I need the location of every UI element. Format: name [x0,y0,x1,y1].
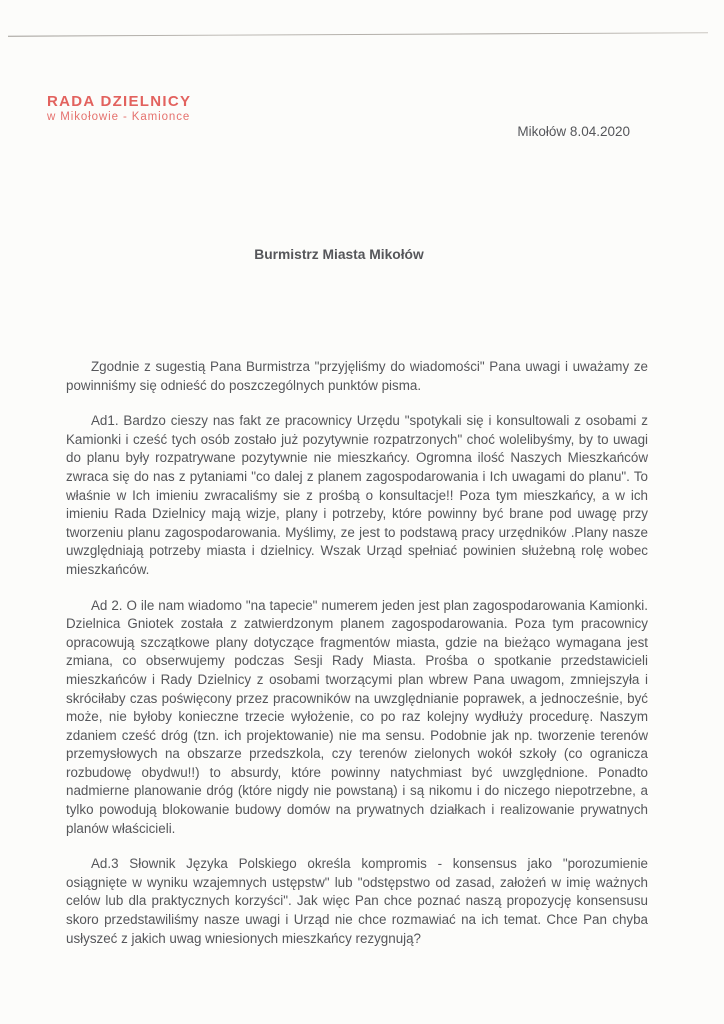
org-name: RADA DZIELNICY [47,93,192,110]
letter-body [66,358,648,965]
letterhead-stamp [47,94,191,123]
org-subtitle: w Mikołowie - Kamionce [47,111,191,123]
paragraph-ad1: Ad1. Bardzo cieszy nas fakt ze pracownicy Urzędu "spotykali się i konsultowali z osobami z Kamionki i cześć tych osób zostało już pozytywnie rozpatrzonych" choć wolelibyśmy, by to uwagi do planu były rozpatrywane pozytywnie nie mieszkańcy. Ogromna ilość Naszych Mieszkańców zwraca się do nas z pytaniami "co dalej z planem zagospodarowania i Ich uwagami do planu". To właśnie w Ich imieniu zwracaliśmy sie z prośbą o konsultacje!! Poza tym mieszkańcy, a w ich imieniu Rada Dzielnicy mają wizje, plany i potrzeby, które powinny być brane pod uwagę przy tworzeniu planu zagospodarowania. Myślimy, ze jest to podstawą pracy urzędników .Plany nasze uwzględniają potrzeby miasta i dzielnicy. Wszak Urząd spełniać powinien służebną rolę wobec mieszkańców. [66,413,648,577]
paragraph-ad3: Ad.3 Słownik Języka Polskiego określa kompromis - konsensus jako "porozumienie osiągnięte w wyniku wzajemnych ustępstw" lub "odstępstwo od zasad, założeń w imię ważnych celów lub dla praktycznych korzyści". Jak więc Pan chce poznać naszą propozycję konsensusu skoro przedstawiliśmy nasze uwagi i Urząd nie chce rozmawiać na ich temat. Chce Pan chyba usłyszeć z jakich uwag wniesionych mieszkańcy rezygnują? [66,856,648,946]
paragraph-intro: Zgodnie z sugestią Pana Burmistrza "przyjęliśmy do wiadomości" Pana uwagi i uważamy ze powinniśmy się odnieść do poszczególnych punktów pisma. [66,359,648,393]
scan-artifact-line [8,32,708,37]
paragraph-ad2: Ad 2. O ile nam wiadomo "na tapecie" numerem jeden jest plan zagospodarowania Kamionki. Dzielnica Gniotek została z zatwierdzonym planem zagospodarowania. Poza tym pracownicy opracowują szczątkowe plany dotyczące fragmentów miasta, gdzie na bieżąco wymagana jest zmiana, co obserwujemy podczas Sesji Rady Miasta. Prośba o spotkanie przedstawicieli mieszkańców i Rady Dzielnicy z osobami tworzącymi plan wbrew Pana uwagom, zmniejszyła i skróciłaby czas poświęcony przez pracowników na uwzględnianie poprawek, a jednocześnie, być może, nie byłoby konieczne trzecie wyłożenie, co po raz kolejny wydłuży procedurę. Naszym zdaniem cześć dróg (tzn. ich projektowanie) nie ma sensu. Podobnie jak np. tworzenie terenów przemysłowych na obszarze przedszkola, czy terenów zielonych wokół szkoły (co ogranicza rozbudowę obydwu!!) to absurdy, które powinny natychmiast być uwzględnione. Ponadto nadmierne planowanie dróg (które nigdy nie powstaną) i są nikomu i do niczego niepotrzebne, a tylko powodują blokowanie budowy domów na prywatnych działkach i realizowanie prywatnych planów właścicieli. [66,597,648,836]
recipient-title: Burmistrz Miasta Mikołów [254,247,424,262]
date-line: Mikołów 8.04.2020 [517,124,630,139]
